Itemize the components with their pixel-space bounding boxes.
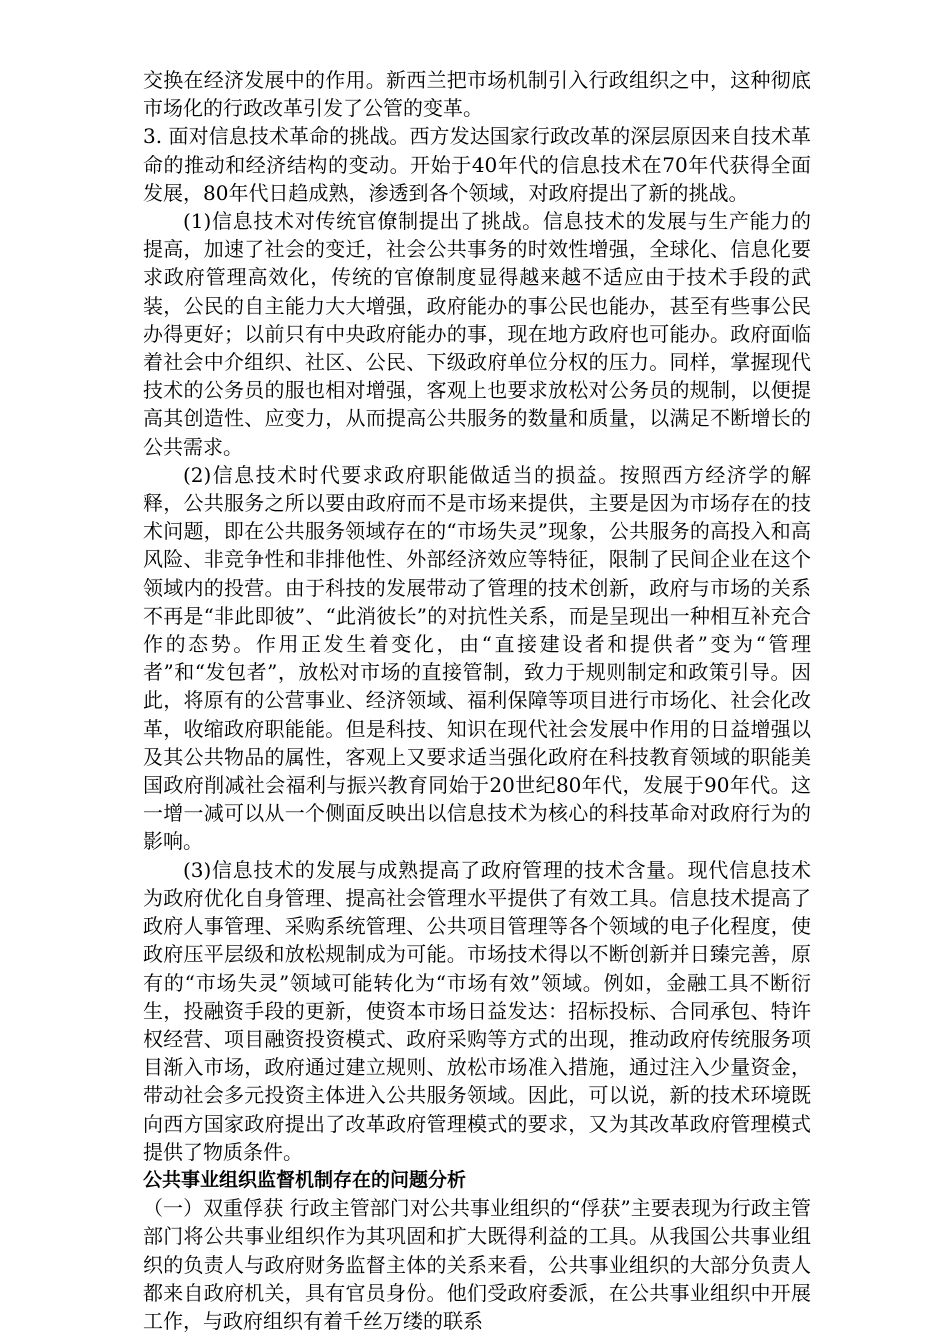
section-heading: 公共事业组织监督机制存在的问题分析: [143, 1168, 467, 1191]
document-page: [143, 66, 811, 1335]
paragraph-continuation: 交换在经济发展中的作用。新西兰把市场机制引入行政组织之中，这种彻底市场化的行政改革引发了公管的变革。: [143, 68, 811, 121]
paragraph-point-1: (1)信息技术对传统官僚制提出了挑战。信息技术的发展与生产能力的提高，加速了社会的变迁，社会公共事务的时效性增强，全球化、信息化要求政府管理高效化，传统的官僚制度显得越来越不适应由于技术手段的武装，公民的自主能力大大增强，政府能办的事公民也能办，甚至有些事公民办得更好；以前只有中央政府能办的事，现在地方政府也可能办。政府面临着社会中介组织、社区、公民、下级政府单位分权的压力。同样，掌握现代技术的公务员的服也相对增强，客观上也要求放松对公务员的规制，以便提高其创造性、应变力，从而提高公共服务的数量和质量，以满足不断增长的公共需求。: [143, 209, 811, 459]
paragraph-point-3: (3)信息技术的发展与成熟提高了政府管理的技术含量。现代信息技术为政府优化自身管理、提高社会管理水平提供了有效工具。信息技术提高了政府人事管理、采购系统管理、公共项目管理等各个领域的电子化程度，使政府压平层级和放松规制成为可能。市场技术得以不断创新并日臻完善，原有的“市场失灵”领域可能转化为“市场有效”领域。例如，金融工具不断衍生，投融资手段的更新，使资本市场日益发达：招标投标、合同承包、特许权经营、项目融资投资模式、政府采购等方式的出现，推动政府传统服务项目渐入市场，政府通过建立规则、放松市场准入措施，通过注入少量资金，带动社会多元投资主体进入公共服务领域。因此，可以说，新的技术环境既向西方国家政府提出了改革政府管理模式的要求，又为其改革政府管理模式提供了物质条件。: [143, 857, 811, 1164]
paragraph-point-2: (2)信息技术时代要求政府职能做适当的损益。按照西方经济学的解释，公共服务之所以要由政府而不是市场来提供，主要是因为市场存在的技术问题，即在公共服务领域存在的“市场失灵”现象，公共服务的高投入和高风险、非竞争性和非排他性、外部经济效应等特征，限制了民间企业在这个领域内的投营。由于科技的发展带动了管理的技术创新，政府与市场的关系不再是“非此即彼”、“此消彼长”的对抗性关系，而是呈现出一种相互补充合作的态势。作用正发生着变化，由“直接建设者和提供者”变为“管理者”和“发包者”，放松对市场的直接管制，致力于规则制定和政策引导。因此，将原有的公营事业、经济领域、福利保障等项目进行市场化、社会化改革，收缩政府职能能。但是科技、知识在现代社会发展中作用的日益增强以及其公共物品的属性，客观上又要求适当强化政府在科技教育领域的职能美国政府削减社会福利与振兴教育同始于20世纪80年代，发展于90年代。这一增一减可以从一个侧面反映出以信息技术为核心的科技革命对政府行为的影响。: [143, 462, 811, 854]
paragraph-section-3: 3. 面对信息技术革命的挑战。西方发达国家行政改革的深层原因来自技术革命的推动和经济结构的变动。开始于40年代的信息技术在70年代获得全面发展，80年代日趋成熟，渗透到各个领域，对政府提出了新的挑战。: [143, 124, 811, 205]
paragraph-final: （一）双重俘获 行政主管部门对公共事业组织的“俘获”主要表现为行政主管部门将公共事业组织作为其巩固和扩大既得利益的工具。从我国公共事业组织的负责人与政府财务监督主体的关系来看，公共事业组织的大部分负责人都来自政府机关，具有官员身份。他们受政府委派，在公共事业组织中开展工作，与政府组织有着千丝万缕的联系: [143, 1196, 811, 1333]
